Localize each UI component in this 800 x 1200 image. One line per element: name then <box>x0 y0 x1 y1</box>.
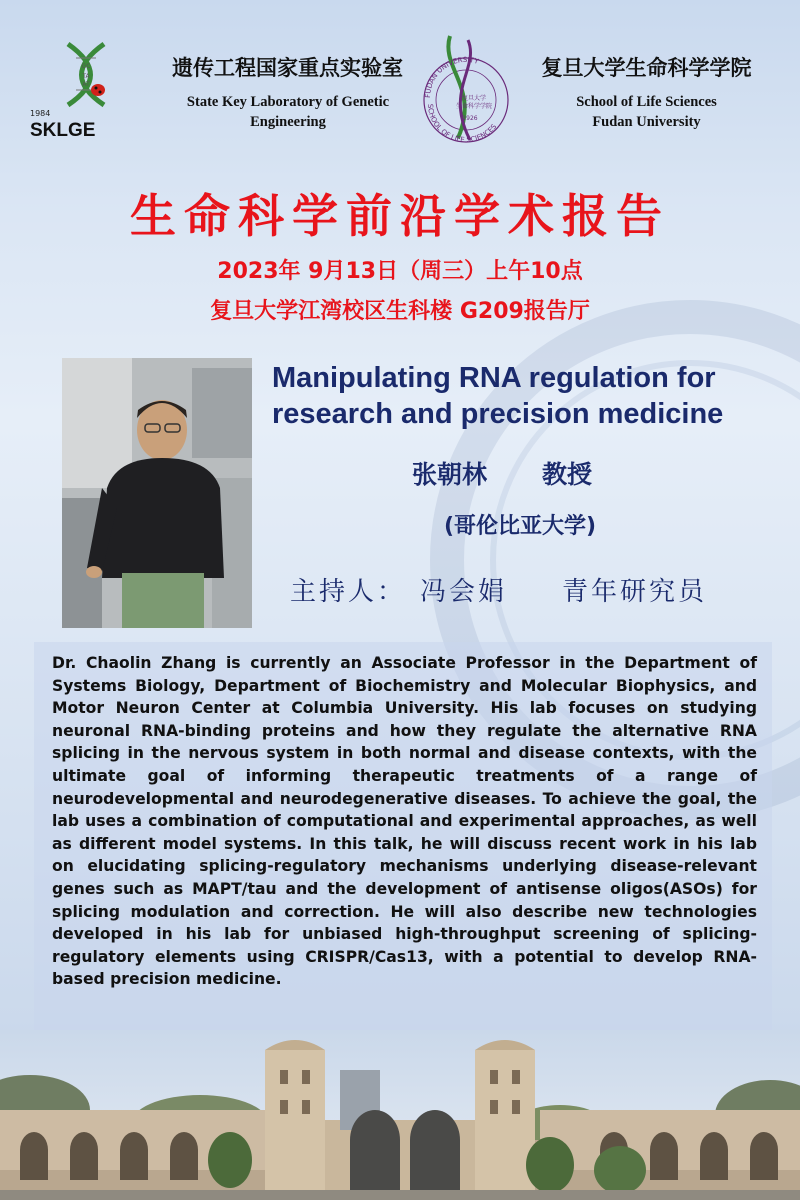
school-name-en-line2: Fudan University <box>592 114 701 130</box>
logo-ring-bottom: SCHOOL OF LIFE SCIENCES <box>425 103 499 145</box>
speaker-photo <box>62 358 252 628</box>
talk-title <box>272 360 792 432</box>
host-name: 冯会娟 <box>420 577 508 607</box>
lab-name-cn: 遗传工程国家重点实验室 <box>172 56 403 80</box>
talk-title-line1: Manipulating RNA regulation for <box>272 362 716 394</box>
logo-acronym: SKLGE <box>30 120 96 140</box>
logo-base-gc: GC <box>81 63 91 70</box>
campus-building-image <box>0 1030 800 1200</box>
speaker-bio-abstract: Dr. Chaolin Zhang is currently an Associate Professor in the Department of Systems Biology, Department of Biochemistry and Molecular Biophysics, and Motor Neuron Center at Columbia University. His lab focuses on studying neuronal RNA-binding proteins and how they regulate the alternative RNA splicing in the nervous system in both normal and disease contexts, with the ultimate goal of informing therapeutic treatments of a range of neurodevelopmental and neurodegenerative diseases. To achieve the goal, the lab uses a combination of computational and experimental approaches, as well as different model systems. In this talk, he will discuss recent work in his lab on elucidating splicing-regulatory mechanisms underlying disease-relevant genes such as MAPT/tau and the development of antisense oligos(ASOs) for splicing modulation and correction. He will also describe new technologies developed in his lab for unbiased high-throughput screening of splicing-regulatory elements using CRISPR/Cas13, with a potential to develop RNA-based precision medicine. <box>52 654 757 989</box>
lab-name-en-line2: Engineering <box>250 114 326 130</box>
speaker-title: 教授 <box>542 460 593 489</box>
lecture-series-title: 生命科学前沿学术报告 <box>130 189 670 243</box>
lab-name-en-line1: State Key Laboratory of Genetic <box>186 94 390 110</box>
host-title: 青年研究员 <box>562 577 708 607</box>
talk-title-line2: research and precision medicine <box>272 398 724 430</box>
event-venue: 复旦大学江湾校区生科楼 G209报告厅 <box>210 299 590 324</box>
host-label: 主持人： <box>290 577 407 607</box>
school-name-cn: 复旦大学生命科学学院 <box>541 56 752 80</box>
logo-year: 1926 <box>462 115 478 122</box>
logo-ring-top: FUDAN UNIVERSITY <box>423 55 480 99</box>
school-name-en-line1: School of Life Sciences <box>576 94 717 110</box>
lab-name-en <box>148 92 428 132</box>
sklge-logo <box>28 40 143 140</box>
logo-center-cn2: 生命科学学院 <box>455 103 493 110</box>
logo-base-ta: TA <box>82 73 90 80</box>
svg-text:FUDAN UNIVERSITY <box>424 56 480 98</box>
fudan-life-sciences-logo <box>410 28 518 152</box>
speaker-name: 张朝林 <box>412 460 488 489</box>
school-name-en <box>514 92 779 132</box>
logo-center-cn1: 复旦大学 <box>461 95 487 102</box>
event-datetime: 2023年 9月13日（周三）上午10点 <box>217 259 583 284</box>
speaker-affiliation: (哥伦比亚大学) <box>443 514 597 539</box>
logo-base-at: AT <box>82 81 90 88</box>
logo-year: 1984 <box>30 109 51 118</box>
